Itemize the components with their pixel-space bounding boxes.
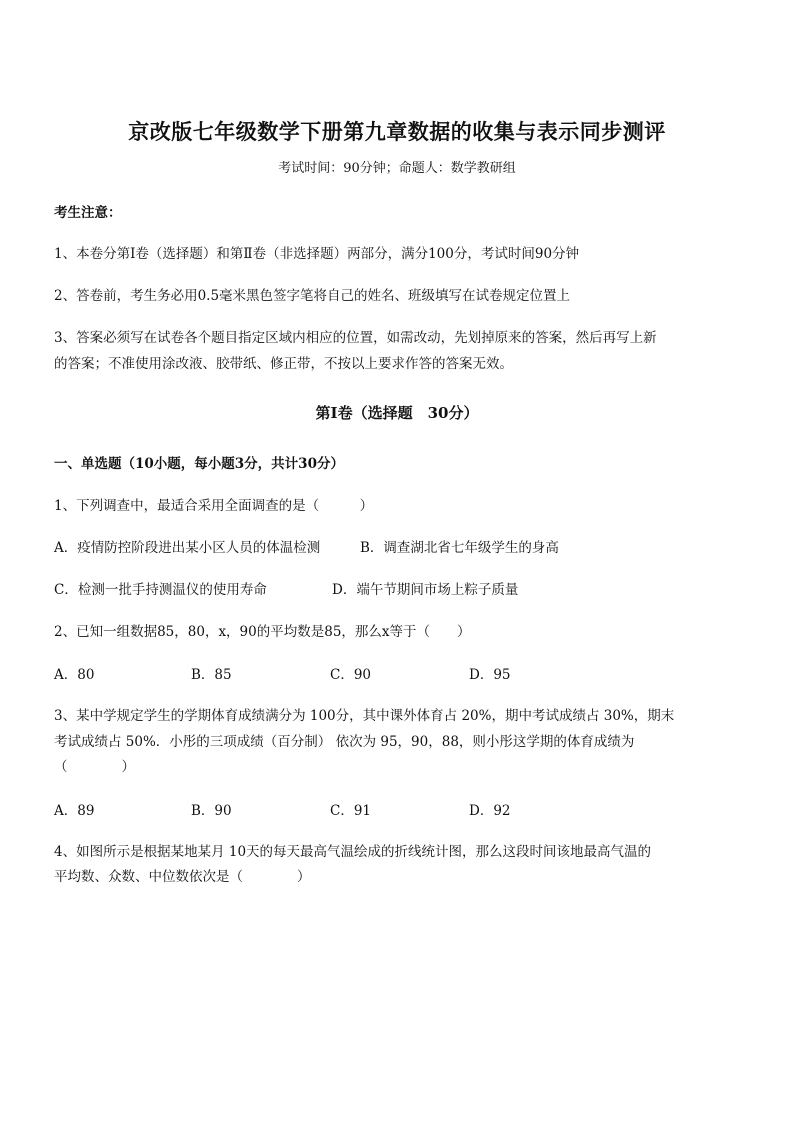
notice-heading: 考生注意： (54, 205, 122, 221)
question-3-stem-line-3: （ ） (54, 759, 135, 775)
question-3-stem-line-2: 考试成绩占 50%．小彤的三项成绩（百分制） 依次为 95，90，88，则小彤这学期的体育成绩为 (54, 734, 635, 750)
page-title: 京改版七年级数学下册第九章数据的收集与表示同步测评 (128, 119, 666, 144)
question-3-stem-line-1: 3、某中学规定学生的学期体育成绩满分为 100分，其中课外体育占 20%，期中考试成绩占 30%，期末 (54, 708, 675, 724)
part-heading: 一、单选题（10小题，每小题3分，共计30分） (54, 456, 344, 472)
question-1-option-a: A．疫情防控阶段进出某小区人员的体温检测 (54, 540, 321, 556)
notice-item-2: 2、答卷前，考生务必用0.5毫米黑色签字笔将自己的姓名、班级填写在试卷规定位置上 (54, 288, 571, 304)
question-3-option-d: D．92 (469, 803, 511, 819)
question-1-option-b: B．调查湖北省七年级学生的身高 (360, 540, 559, 556)
question-1-option-d: D．端午节期间市场上粽子质量 (332, 582, 519, 598)
exam-info: 考试时间：90分钟；命题人：数学教研组 (278, 161, 516, 176)
question-3-option-c: C．91 (330, 803, 372, 819)
question-3-option-b: B．90 (191, 803, 232, 819)
question-2-option-a: A．80 (54, 667, 95, 683)
notice-item-3-line-1: 3、答案必须写在试卷各个题目指定区域内相应的位置，如需改动，先划掉原来的答案，然后再写上新 (54, 330, 657, 346)
question-2-option-d: D．95 (469, 667, 511, 683)
question-2-option-b: B．85 (191, 667, 232, 683)
question-3-option-a: A．89 (54, 803, 95, 819)
question-2-option-c: C．90 (330, 667, 372, 683)
notice-item-1: 1、本卷分第Ⅰ卷（选择题）和第Ⅱ卷（非选择题）两部分，满分100分，考试时间90分钟 (54, 246, 580, 262)
notice-item-3-line-2: 的答案；不准使用涂改液、胶带纸、修正带，不按以上要求作答的答案无效。 (54, 356, 513, 372)
section-title: 第Ⅰ卷（选择题 30分） (315, 404, 479, 422)
question-2-stem: 2、已知一组数据85，80，x，90的平均数是85，那么x等于（ ） (54, 624, 471, 640)
question-4-stem-line-1: 4、如图所示是根据某地某月 10天的每天最高气温绘成的折线统计图，那么这段时间该地最高气温的 (54, 844, 652, 860)
question-4-stem-line-2: 平均数、众数、中位数依次是（ ） (54, 869, 311, 885)
question-1-option-c: C．检测一批手持测温仪的使用寿命 (54, 582, 267, 598)
question-1-stem: 1、下列调查中，最适合采用全面调查的是（ ） (54, 498, 374, 514)
